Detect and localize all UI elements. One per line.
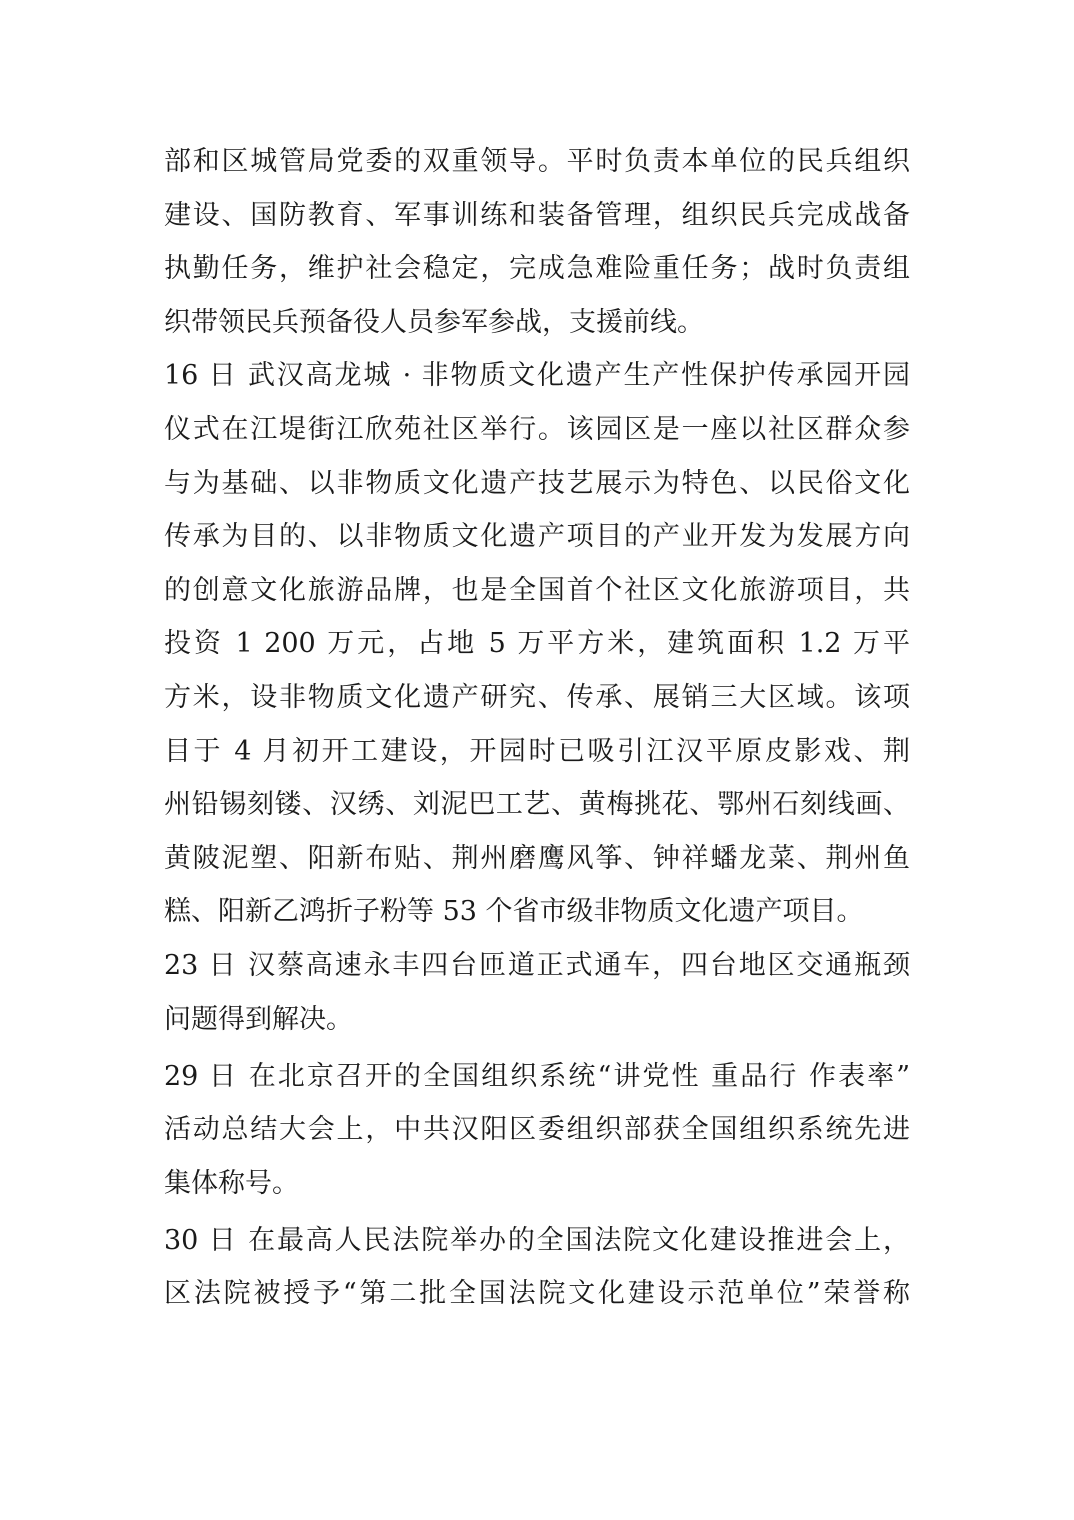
text-line: 执勤任务，维护社会稳定，完成急难险重任务；战时负责组 <box>164 253 910 285</box>
text-line: 投资 1 200 万元，占地 5 万平方米，建筑面积 1.2 万平 <box>164 628 910 660</box>
text-line: 黄陂泥塑、阳新布贴、荆州磨鹰风筝、钟祥蟠龙菜、荆州鱼 <box>164 842 910 874</box>
text-line: 活动总结大会上，中共汉阳区委组织部获全国组织系统先进 <box>164 1114 910 1146</box>
text-line: 30 日 在最高人民法院举办的全国法院文化建设推进会上， <box>164 1224 910 1256</box>
text-line: 建设、国防教育、军事训练和装备管理，组织民兵完成战备 <box>164 199 910 231</box>
text-line: 州铅锡刻镂、汉绣、刘泥巴工艺、黄梅挑花、鄂州石刻线画、 <box>164 789 910 821</box>
text-line: 29 日 在北京召开的全国组织系统“讲党性 重品行 作表率” <box>164 1060 910 1092</box>
text-line: 糕、阳新乙鸿折子粉等 53 个省市级非物质文化遗产项目。 <box>164 896 864 928</box>
text-line: 23 日 汉蔡高速永丰四台匝道正式通车，四台地区交通瓶颈 <box>164 949 910 981</box>
text-line: 16 日 武汉高龙城 · 非物质文化遗产生产性保护传承园开园 <box>164 360 910 392</box>
text-line: 集体称号。 <box>164 1167 299 1199</box>
text-line: 方米，设非物质文化遗产研究、传承、展销三大区域。该项 <box>164 681 910 713</box>
text-line: 传承为目的、以非物质文化遗产项目的产业开发为发展方向 <box>164 521 910 553</box>
text-line: 织带领民兵预备役人员参军参战，支援前线。 <box>164 306 704 338</box>
text-line: 区法院被授予“第二批全国法院文化建设示范单位”荣誉称 <box>164 1278 910 1310</box>
text-line: 部和区城管局党委的双重领导。平时负责本单位的民兵组织 <box>164 146 910 177</box>
text-line: 与为基础、以非物质文化遗产技艺展示为特色、以民俗文化 <box>164 467 910 499</box>
text-line: 仪式在江堤街江欣苑社区举行。该园区是一座以社区群众参 <box>164 413 910 445</box>
text-line: 的创意文化旅游品牌，也是全国首个社区文化旅游项目，共 <box>164 574 910 606</box>
text-line: 问题得到解决。 <box>164 1003 353 1035</box>
text-line: 目于 4 月初开工建设，开园时已吸引江汉平原皮影戏、荆 <box>164 735 910 767</box>
document-page <box>164 140 910 1326</box>
